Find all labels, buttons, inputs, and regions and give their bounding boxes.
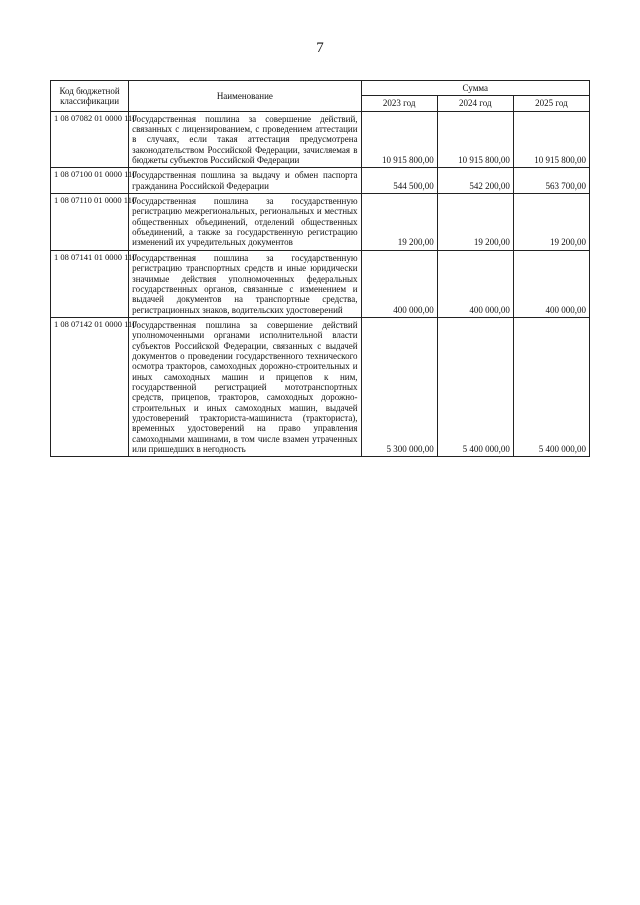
amount-2023: 5 300 000,00 xyxy=(361,317,437,456)
amount-2024: 400 000,00 xyxy=(437,250,513,317)
amount-2024: 10 915 800,00 xyxy=(437,111,513,168)
amount-2025: 5 400 000,00 xyxy=(513,317,589,456)
kbk-code: 1 08 07100 01 0000 110 xyxy=(51,168,129,194)
header-year-2023: 2023 год xyxy=(361,96,437,111)
amount-2024: 5 400 000,00 xyxy=(437,317,513,456)
header-sum: Сумма xyxy=(361,81,589,96)
table-row xyxy=(51,317,590,456)
amount-2024: 542 200,00 xyxy=(437,168,513,194)
kbk-code: 1 08 07141 01 0000 110 xyxy=(51,250,129,317)
revenue-name: Государственная пошлина за государственную регистрацию транспортных средств и иные юридически значимые действия уполномоченных федеральных государственных органов, связанные с изменением и выдачей документов на транспортные средства, регистрационных знаков, водительских удостоверений xyxy=(129,250,361,317)
revenue-name: Государственная пошлина за выдачу и обмен паспорта гражданина Российской Федерации xyxy=(129,168,361,194)
table-row xyxy=(51,194,590,251)
kbk-code: 1 08 07110 01 0000 110 xyxy=(51,194,129,251)
table-row xyxy=(51,111,590,168)
header-year-2024: 2024 год xyxy=(437,96,513,111)
revenue-name: Государственная пошлина за совершение действий, связанных с лицензированием, с проведением аттестации в случаях, если такая аттестация предусмотрена законодательством Российской Федерации, зачисляемая в бюджеты субъектов Российской Федерации xyxy=(129,111,361,168)
revenue-name: Государственная пошлина за государственную регистрацию межрегиональных, региональных и местных общественных объединений, отделений общественных объединений, а также за государственную регистрацию изменений их учредительных документов xyxy=(129,194,361,251)
amount-2023: 19 200,00 xyxy=(361,194,437,251)
amount-2023: 544 500,00 xyxy=(361,168,437,194)
kbk-code: 1 08 07082 01 0000 110 xyxy=(51,111,129,168)
amount-2023: 10 915 800,00 xyxy=(361,111,437,168)
budget-revenue-table xyxy=(50,80,590,457)
amount-2024: 19 200,00 xyxy=(437,194,513,251)
header-year-2025: 2025 год xyxy=(513,96,589,111)
amount-2025: 10 915 800,00 xyxy=(513,111,589,168)
amount-2025: 563 700,00 xyxy=(513,168,589,194)
amount-2023: 400 000,00 xyxy=(361,250,437,317)
header-code: Код бюджетной классификации xyxy=(51,81,129,112)
kbk-code: 1 08 07142 01 0000 110 xyxy=(51,317,129,456)
table-row xyxy=(51,168,590,194)
amount-2025: 19 200,00 xyxy=(513,194,589,251)
revenue-name: Государственная пошлина за совершение действий уполномоченными органами исполнительной власти субъектов Российской Федерации, связанных с выдачей документов о проведении государственного технического осмотра тракторов, самоходных дорожно-строительных и иных самоходных машин и прицепов к ним, государственной регистрацией мототранспортных средств, прицепов, тракторов, самоходных дорожно-строительных и иных самоходных машин, выдачей удостоверений тракториста-машиниста (тракториста), временных удостоверений на право управления самоходными машинами, в том числе взамен утраченных или пришедших в негодность xyxy=(129,317,361,456)
page-number: 7 xyxy=(316,40,324,56)
header-name: Наименование xyxy=(129,81,361,112)
table-row xyxy=(51,250,590,317)
amount-2025: 400 000,00 xyxy=(513,250,589,317)
